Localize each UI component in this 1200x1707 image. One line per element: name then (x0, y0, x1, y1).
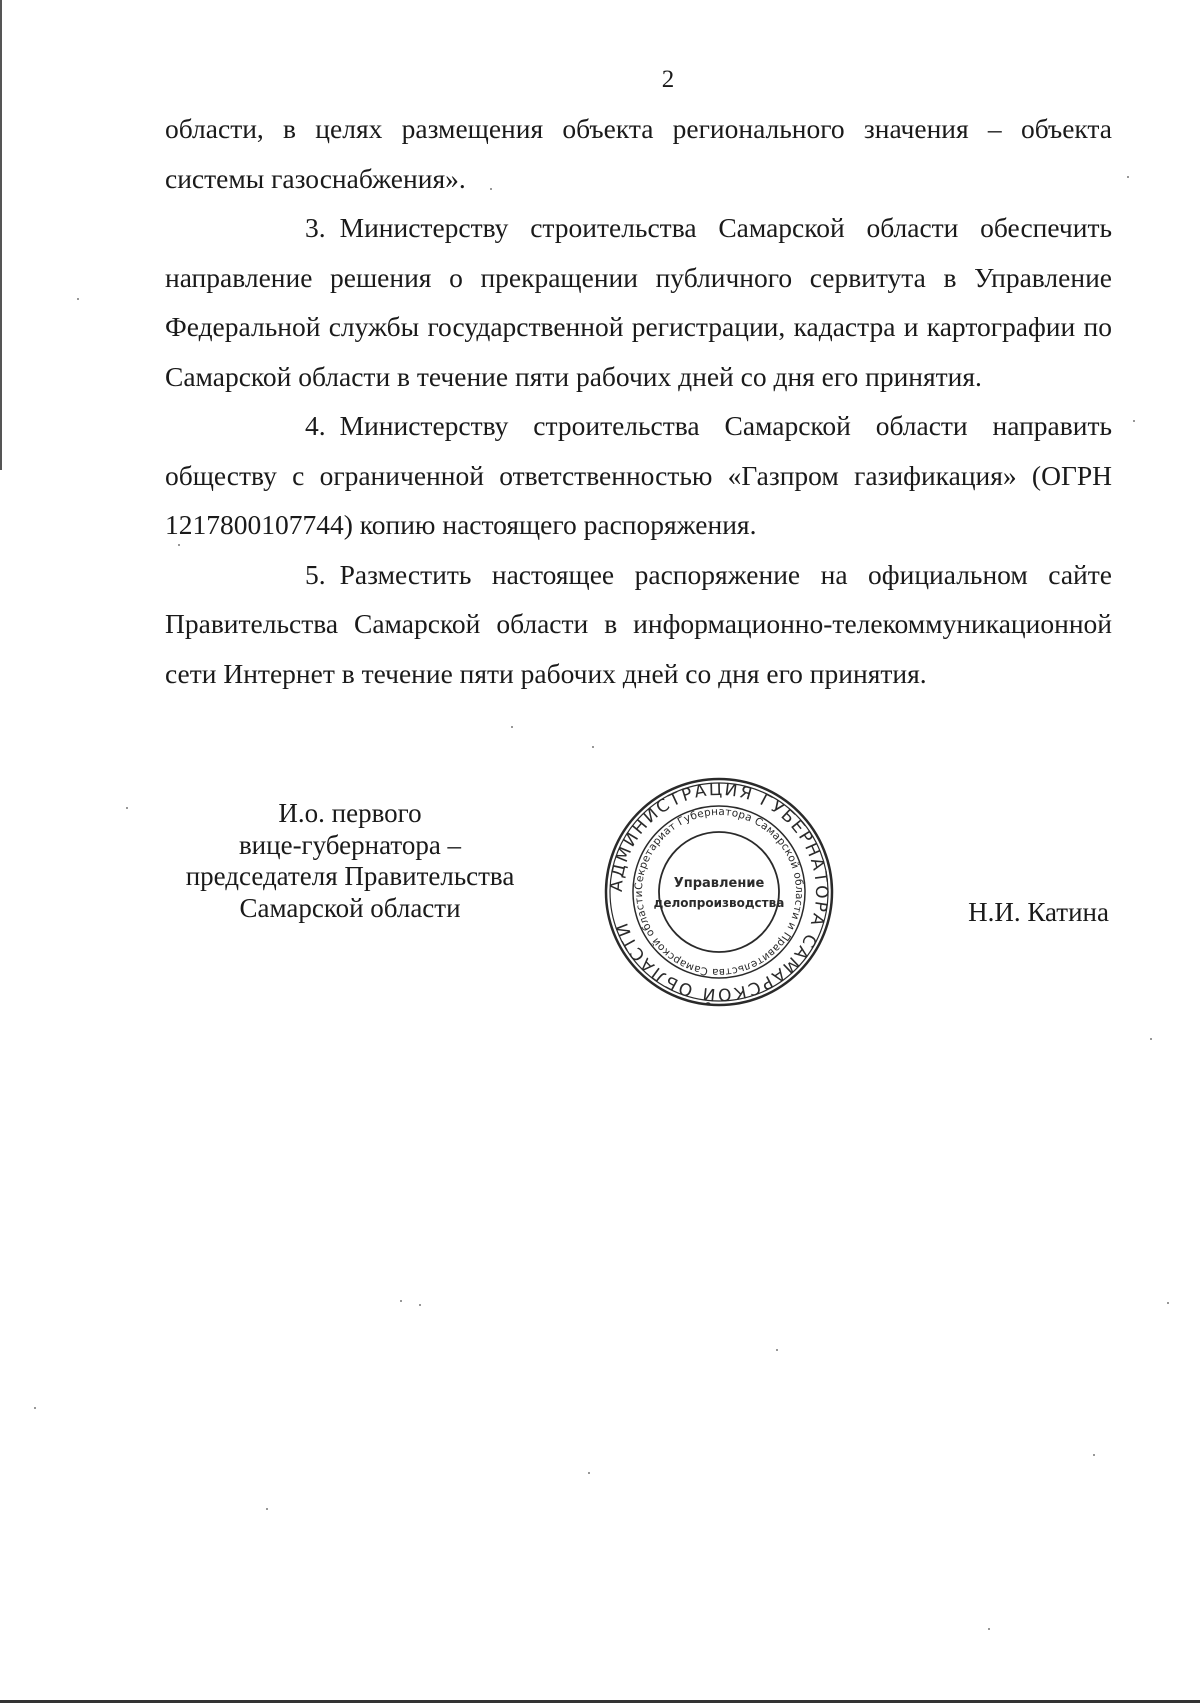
stamp-inner-ring-text: Секретариат Губернатора Самарской области и Правительства Самарской области (632, 805, 806, 979)
paragraph-4 (165, 401, 1112, 550)
paragraph-text: области, в целях размещения объекта регионального значения – объекта системы газоснабжения». (165, 113, 1112, 194)
paragraph-5 (165, 550, 1112, 699)
scan-speck (77, 298, 79, 300)
signatory-position (170, 798, 530, 924)
paragraph-continuation (165, 104, 1112, 203)
paragraph-number: 5. (305, 558, 326, 590)
scan-speck (1150, 1038, 1152, 1040)
scan-speck (34, 1407, 36, 1409)
scan-speck (588, 1472, 590, 1474)
page-number: 2 (661, 66, 675, 93)
paragraph-number: 4. (305, 410, 326, 441)
scan-bottom-edge (0, 1700, 1200, 1703)
paragraph-text: Министерству строительства Самарской области направить обществу с ограниченной ответственностью «Газпром газификация» (ОГРН 1217800107744) копию настоящего распоряжения. (165, 410, 1112, 540)
stamp-outer-text: АДМИНИСТРАЦИЯ ГУБЕРНАТОРА САМАРСКОЙ ОБЛАСТИ (606, 779, 832, 1005)
document-body (165, 104, 1112, 698)
stamp-seal-icon (602, 775, 836, 1009)
position-line: вице-губернатора – (238, 829, 462, 860)
scan-speck (511, 726, 513, 728)
scan-speck (592, 746, 594, 748)
scan-speck (490, 188, 492, 190)
paragraph-text: Министерству строительства Самарской области обеспечить направление решения о прекращении публичного сервитута в Управление Федеральной службы государственной регистрации, кадастра и картографии по Самарской области в течение пяти рабочих дней со дня его принятия. (165, 212, 1112, 392)
scan-speck (419, 1304, 421, 1306)
scan-speck (1133, 420, 1135, 422)
paragraph-number: 3. (305, 212, 326, 243)
scan-speck (1167, 1302, 1169, 1304)
scan-speck (126, 807, 128, 809)
paragraph-text: Разместить настоящее распоряжение на официальном сайте Правительства Самарской области в информационно-телекоммуникационной сети Интернет в течение пяти рабочих дней со дня его принятия. (165, 558, 1112, 689)
signer-name: Н.И. Катина (968, 897, 1109, 927)
scan-speck (1093, 1454, 1095, 1456)
scan-speck (776, 1349, 778, 1351)
paragraph-3 (165, 203, 1112, 401)
position-line: Самарской области (239, 892, 461, 923)
stamp-center-line-1: Управление (673, 876, 765, 891)
scan-speck (178, 544, 180, 546)
official-stamp (602, 775, 836, 1009)
scan-speck (988, 1628, 990, 1630)
scan-speck (1127, 176, 1129, 178)
stamp-center-line-2: делопроизводства (653, 896, 785, 910)
scan-speck (400, 1300, 402, 1302)
scan-speck (266, 1508, 268, 1510)
position-line: председателя Правительства (185, 861, 515, 891)
position-line: И.о. первого (278, 798, 422, 828)
